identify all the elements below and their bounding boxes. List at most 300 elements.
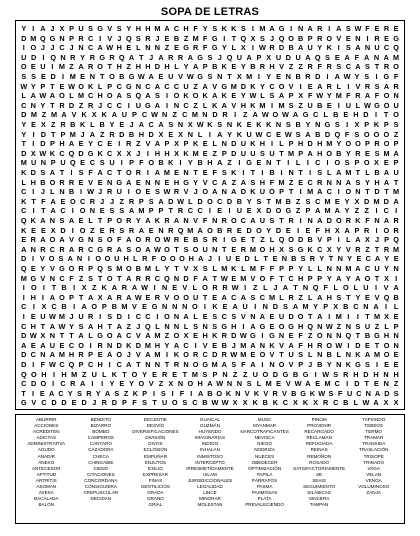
grid-letter: R — [87, 100, 94, 110]
grid-letter: K — [212, 331, 218, 341]
grid-letter: S — [183, 244, 189, 254]
grid-letter: O — [171, 398, 178, 408]
grid-letter: N — [162, 110, 168, 120]
grid-letter: M — [30, 110, 37, 120]
grid-letter: P — [384, 235, 389, 245]
grid-letter: V — [244, 388, 250, 398]
grid-letter: A — [158, 196, 164, 206]
word-list-item: ACREDITEN — [33, 429, 60, 435]
grid-letter: R — [60, 120, 66, 129]
grid-letter: K — [173, 350, 180, 360]
grid-letter: L — [133, 254, 138, 264]
grid-letter: C — [107, 148, 113, 158]
grid-letter: R — [226, 225, 233, 235]
grid-letter: N — [278, 331, 285, 341]
grid-letter: A — [116, 91, 122, 101]
grid-letter: O — [125, 264, 132, 273]
grid-letter: J — [80, 129, 85, 139]
word-list-item: ABURRIR — [35, 417, 57, 422]
grid-letter: H — [297, 273, 304, 283]
grid-letter: G — [288, 321, 294, 331]
grid-letter: S — [142, 398, 147, 408]
grid-letter: M — [69, 72, 76, 81]
grid-letter: I — [261, 168, 264, 177]
grid-letter: B — [336, 148, 342, 158]
grid-letter: U — [78, 312, 84, 321]
grid-letter: A — [87, 292, 94, 302]
grid-letter: E — [78, 139, 84, 149]
grid-letter: W — [255, 129, 263, 139]
grid-letter: A — [344, 52, 350, 62]
grid-letter: Q — [135, 91, 142, 101]
grid-letter: S — [207, 72, 213, 81]
grid-letter: H — [116, 62, 122, 72]
grid-letter: V — [69, 235, 74, 245]
grid-letter: U — [242, 302, 248, 312]
grid-letter: E — [246, 120, 252, 129]
grid-letter: F — [88, 168, 93, 177]
grid-letter: H — [259, 139, 266, 149]
grid-letter: E — [334, 52, 340, 62]
grid-letter: P — [158, 206, 164, 216]
grid-letter: B — [295, 72, 301, 81]
grid-letter: N — [173, 321, 180, 331]
grid-letter: Z — [158, 379, 164, 389]
grid-letter: A — [373, 302, 379, 312]
grid-letter: Y — [40, 264, 46, 273]
grid-row — [19, 254, 401, 264]
grid-letter: I — [31, 254, 34, 264]
grid-letter: O — [59, 91, 65, 101]
grid-letter: E — [21, 235, 27, 245]
grid-letter: H — [231, 321, 237, 331]
grid-letter: A — [116, 321, 122, 331]
grid-letter: O — [316, 331, 323, 341]
grid-letter: C — [259, 292, 266, 302]
grid-letter: C — [21, 187, 27, 197]
grid-letter: K — [49, 148, 56, 158]
grid-letter: V — [202, 340, 208, 350]
grid-letter: C — [365, 254, 371, 264]
grid-row — [19, 370, 401, 380]
grid-letter: L — [155, 264, 160, 273]
grid-letter: N — [76, 254, 83, 264]
grid-letter: T — [298, 168, 303, 177]
grid-letter: S — [260, 148, 265, 158]
grid-letter: S — [202, 235, 208, 245]
grid-letter: W — [230, 350, 238, 360]
grid-letter: O — [278, 321, 285, 331]
grid-letter: S — [355, 321, 361, 331]
grid-letter: G — [383, 72, 390, 81]
grid-letter: N — [60, 52, 66, 62]
page-title: SOPA DE LETRAS — [160, 6, 260, 18]
grid-letter: U — [240, 148, 246, 158]
grid-letter: Y — [344, 196, 350, 206]
word-list-item: OPTIMIZACIÓN — [247, 465, 282, 471]
grid-letter: J — [155, 33, 160, 43]
grid-letter: X — [178, 129, 183, 139]
grid-letter: D — [231, 148, 237, 158]
grid-row — [19, 82, 401, 92]
grid-letter: O — [116, 350, 123, 360]
grid-letter: T — [279, 216, 284, 225]
grid-letter: R — [374, 139, 380, 149]
grid-letter: Y — [313, 302, 319, 312]
grid-letter: R — [154, 292, 161, 302]
grid-letter: W — [216, 379, 224, 389]
grid-letter: H — [97, 321, 103, 331]
grid-letter: R — [192, 350, 199, 360]
grid-letter: I — [337, 100, 340, 110]
grid-letter: E — [193, 331, 199, 341]
grid-letter: P — [364, 120, 370, 129]
grid-letter: C — [30, 350, 36, 360]
grid-letter: N — [393, 91, 399, 101]
grid-letter: D — [231, 331, 237, 341]
grid-letter: E — [305, 225, 311, 235]
grid-letter: S — [59, 216, 65, 225]
grid-letter: A — [67, 254, 73, 264]
grid-letter: V — [182, 283, 188, 293]
grid-letter: Z — [69, 62, 74, 72]
grid-letter: C — [21, 321, 27, 331]
grid-letter: N — [269, 360, 275, 369]
grid-letter: T — [231, 33, 237, 43]
grid-letter: F — [344, 129, 350, 139]
grid-letter: I — [208, 129, 211, 139]
grid-letter: T — [346, 292, 351, 302]
grid-letter: N — [89, 206, 96, 216]
word-list-item: GRIAL — [148, 502, 163, 508]
grid-letter: N — [226, 120, 233, 129]
grid-letter: E — [374, 24, 380, 33]
word-list-item: JURISDICCIONALES — [187, 477, 233, 483]
grid-letter: H — [317, 148, 323, 158]
grid-letter: K — [168, 158, 174, 168]
grid-letter: K — [221, 24, 227, 33]
grid-letter: S — [250, 177, 256, 187]
grid-letter: T — [51, 283, 57, 293]
grid-letter: X — [326, 244, 332, 254]
grid-letter: A — [288, 340, 294, 350]
grid-letter: K — [183, 148, 189, 158]
grid-letter: B — [192, 235, 199, 245]
word-list-item: SE — [316, 471, 323, 477]
grid-letter: H — [59, 139, 65, 149]
grid-letter: E — [231, 91, 237, 101]
grid-letter: V — [148, 379, 154, 389]
grid-letter: S — [40, 168, 46, 177]
grid-letter: F — [193, 24, 198, 33]
grid-letter: C — [317, 244, 323, 254]
grid-letter: A — [345, 177, 351, 187]
grid-letter: C — [145, 81, 151, 91]
word-list-item: AGUDO — [37, 447, 55, 453]
grid-letter: N — [162, 283, 168, 293]
grid-letter: E — [145, 187, 151, 197]
grid-letter: B — [61, 302, 67, 312]
grid-letter: Y — [135, 216, 141, 225]
grid-letter: N — [182, 302, 188, 312]
grid-letter: C — [116, 360, 122, 369]
grid-letter: W — [211, 398, 219, 408]
grid-letter: Y — [183, 62, 189, 72]
grid-letter: A — [212, 91, 218, 101]
grid-letter: S — [240, 24, 246, 33]
grid-letter: Q — [226, 52, 233, 62]
word-list-item: REMOÑON — [307, 453, 332, 459]
grid-letter: P — [60, 129, 66, 139]
grid-letter: R — [142, 254, 148, 264]
word-list-item: PINOM — [311, 417, 327, 422]
grid-letter: M — [240, 350, 247, 360]
grid-letter: N — [317, 321, 323, 331]
grid-letter: W — [163, 235, 171, 245]
word-list-item: TRASLACIÓN — [359, 447, 389, 453]
grid-row — [19, 302, 401, 312]
grid-letter: A — [250, 360, 256, 369]
grid-letter: R — [326, 62, 332, 72]
grid-letter: E — [80, 72, 86, 81]
grid-letter: L — [336, 81, 342, 91]
grid-letter: S — [119, 206, 125, 216]
grid-letter: I — [395, 273, 398, 283]
grid-letter: G — [78, 235, 84, 245]
grid-letter: I — [127, 187, 130, 197]
grid-letter: N — [154, 43, 161, 53]
grid-letter: U — [363, 283, 369, 293]
grid-letter: G — [128, 72, 135, 81]
grid-letter: A — [116, 331, 122, 341]
grid-letter: D — [21, 254, 27, 264]
grid-letter: M — [268, 292, 276, 302]
grid-letter: V — [107, 33, 113, 43]
grid-letter: J — [69, 312, 74, 321]
grid-letter: E — [276, 379, 281, 389]
grid-letter: O — [288, 33, 294, 43]
grid-letter: P — [88, 350, 94, 360]
grid-letter: N — [393, 340, 399, 350]
grid-letter: L — [231, 43, 237, 53]
grid-letter: X — [250, 33, 256, 43]
grid-letter: A — [68, 139, 75, 149]
grid-letter: T — [279, 350, 284, 360]
grid-letter: R — [87, 62, 94, 72]
grid-letter: L — [69, 91, 74, 101]
grid-letter: M — [240, 340, 247, 350]
grid-letter: J — [40, 187, 45, 197]
grid-letter: O — [275, 206, 282, 216]
grid-letter: C — [240, 216, 246, 225]
grid-letter: A — [192, 62, 199, 72]
grid-letter: K — [183, 91, 189, 101]
grid-letter: L — [174, 62, 179, 72]
grid-letter: R — [126, 216, 132, 225]
grid-letter: P — [323, 302, 329, 312]
grid-letter: Z — [393, 129, 399, 139]
grid-letter: C — [212, 177, 218, 187]
grid-letter: T — [374, 62, 380, 72]
grid-letter: O — [148, 158, 154, 168]
grid-letter: M — [50, 110, 58, 120]
grid-letter: Y — [126, 24, 132, 33]
grid-letter: E — [212, 340, 218, 350]
grid-letter: L — [307, 350, 313, 360]
word-list-item: BALÓN — [38, 502, 55, 508]
grid-letter: A — [355, 273, 361, 283]
grid-letter: R — [317, 33, 323, 43]
grid-letter: M — [154, 350, 161, 360]
word-list-item: INDIGO — [201, 441, 219, 447]
grid-letter: V — [231, 100, 237, 110]
grid-letter: S — [31, 72, 37, 81]
grid-letter: V — [178, 72, 183, 81]
grid-letter: L — [88, 331, 93, 341]
grid-letter: V — [383, 283, 389, 293]
grid-letter: A — [393, 283, 399, 293]
grid-letter: A — [217, 129, 223, 139]
grid-letter: B — [221, 340, 227, 350]
grid-letter: P — [354, 158, 360, 168]
grid-letter: K — [87, 81, 94, 91]
grid-letter: P — [365, 139, 370, 149]
grid-letter: H — [164, 62, 170, 72]
grid-letter: T — [168, 206, 173, 216]
grid-letter: D — [285, 52, 291, 62]
word-list-item: IRRESMETIDAMENTE — [186, 465, 234, 471]
grid-letter: H — [383, 331, 390, 341]
grid-letter: G — [324, 120, 331, 129]
grid-letter: C — [356, 388, 362, 398]
grid-letter: I — [32, 206, 35, 216]
grid-letter: C — [345, 62, 351, 72]
grid-letter: V — [39, 254, 45, 264]
grid-letter: I — [299, 81, 302, 91]
grid-letter: N — [336, 177, 342, 187]
grid-letter: B — [217, 225, 223, 235]
word-list-item: ARTRITIS — [35, 477, 57, 483]
grid-letter: Z — [354, 206, 360, 216]
grid-letter: P — [138, 196, 144, 206]
grid-letter: M — [191, 110, 198, 120]
grid-letter: G — [125, 81, 132, 91]
grid-letter: A — [317, 216, 323, 225]
grid-letter: O — [216, 388, 223, 398]
grid-letter: E — [135, 177, 141, 187]
grid-letter: T — [41, 206, 46, 216]
grid-letter: N — [183, 360, 189, 369]
grid-letter: N — [173, 100, 180, 110]
grid-letter: O — [109, 72, 115, 81]
grid-letter: W — [137, 72, 145, 81]
grid-letter: S — [246, 379, 252, 389]
grid-letter: W — [354, 24, 362, 33]
grid-letter: Z — [242, 369, 248, 379]
grid-letter: V — [193, 216, 199, 225]
word-list-item: ANTECESOR — [31, 465, 61, 471]
grid-letter: U — [374, 43, 380, 53]
grid-letter: I — [385, 302, 388, 312]
grid-letter: J — [273, 283, 278, 293]
grid-letter: X — [298, 91, 304, 101]
grid-letter: R — [177, 206, 184, 216]
grid-letter: M — [192, 148, 199, 158]
grid-letter: T — [374, 244, 380, 254]
grid-letter: W — [153, 244, 161, 254]
grid-letter: N — [59, 187, 65, 197]
grid-letter: I — [153, 283, 156, 293]
grid-letter: A — [131, 283, 138, 293]
grid-letter: K — [326, 43, 332, 53]
grid-letter: Q — [20, 216, 27, 225]
grid-letter: A — [145, 244, 151, 254]
grid-letter: O — [183, 292, 189, 302]
grid-letter: D — [78, 148, 84, 158]
grid-letter: I — [52, 369, 55, 379]
grid-letter: X — [168, 379, 174, 389]
grid-letter: P — [129, 158, 134, 168]
grid-letter: J — [92, 398, 97, 408]
word-list-item: CIENO — [93, 465, 109, 471]
grid-letter: R — [86, 388, 92, 398]
grid-letter: O — [59, 292, 65, 302]
grid-letter: I — [41, 292, 44, 302]
grid-letter: A — [383, 81, 390, 91]
grid-letter: X — [91, 110, 97, 120]
grid-letter: I — [42, 283, 45, 293]
grid-letter: T — [276, 158, 281, 168]
grid-letter: G — [300, 388, 306, 398]
grid-letter: Q — [97, 264, 103, 273]
grid-letter: Y — [142, 369, 147, 379]
grid-letter: I — [32, 187, 35, 197]
grid-letter: G — [374, 331, 380, 341]
grid-letter: L — [327, 168, 332, 177]
grid-letter: X — [40, 331, 46, 341]
grid-letter: S — [344, 158, 350, 168]
word-list-item: NODRIZA — [254, 447, 275, 453]
grid-letter: P — [121, 398, 127, 408]
grid-letter: A — [40, 340, 46, 350]
grid-letter: L — [97, 81, 103, 91]
grid-letter: J — [50, 24, 55, 33]
grid-row — [19, 206, 401, 216]
grid-letter: R — [70, 379, 76, 389]
grid-letter: T — [69, 331, 74, 341]
grid-letter: G — [269, 331, 275, 341]
grid-letter: C — [307, 177, 313, 187]
grid-letter: O — [202, 187, 208, 197]
grid-letter: V — [135, 350, 141, 360]
grid-letter: I — [208, 206, 211, 216]
grid-row — [19, 139, 401, 149]
grid-letter: O — [106, 331, 113, 341]
grid-letter: J — [126, 350, 131, 360]
grid-letter: P — [49, 139, 55, 149]
grid-letter: P — [393, 321, 399, 331]
grid-letter: B — [291, 254, 297, 264]
grid-letter: D — [61, 398, 67, 408]
grid-letter: V — [250, 273, 256, 283]
grid-letter: B — [250, 62, 256, 72]
grid-letter: I — [234, 110, 237, 120]
grid-letter: D — [212, 110, 218, 120]
grid-letter: D — [21, 148, 27, 158]
grid-letter: S — [250, 292, 256, 302]
grid-letter: I — [42, 52, 45, 62]
grid-letter: B — [70, 120, 76, 129]
